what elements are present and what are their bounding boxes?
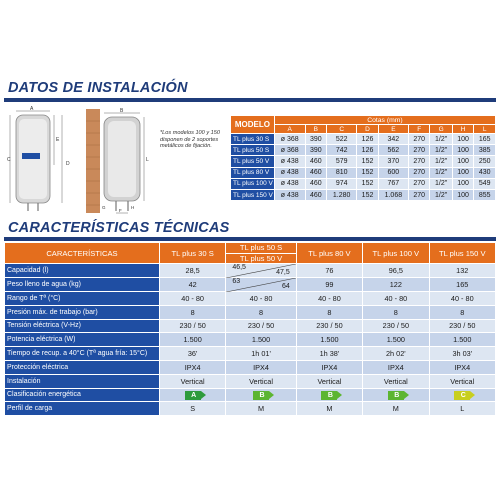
value-cell: 28,5	[159, 264, 225, 278]
install-value-cell: 430	[474, 167, 496, 178]
value-cell: 76	[296, 264, 362, 278]
value-cell: L	[429, 402, 495, 416]
install-col-header: A	[274, 125, 305, 134]
value-cell: M	[296, 402, 362, 416]
value-cell: IPX4	[159, 360, 225, 374]
value-cell: 40 - 80	[429, 292, 495, 306]
value-cell: 3h 03'	[429, 347, 495, 361]
value-cell: 36'	[159, 347, 225, 361]
install-value-cell: 460	[305, 156, 327, 167]
value-cell: 1.500	[363, 333, 429, 347]
value-cell: 230 / 50	[159, 319, 225, 333]
value-cell: 230 / 50	[296, 319, 362, 333]
tech-row-potencia	[5, 333, 496, 347]
tech-header-50s: TL plus 50 S	[239, 243, 283, 253]
install-row	[231, 145, 496, 156]
svg-text:G: G	[102, 205, 106, 210]
value-cell: Vertical	[363, 374, 429, 388]
install-value-cell: 767	[378, 178, 408, 189]
install-row	[231, 178, 496, 189]
row-label: Capacidad (l)	[5, 264, 160, 278]
value-cell: IPX4	[429, 360, 495, 374]
row-label: Perfil de carga	[5, 402, 160, 416]
tech-row-perfil	[5, 402, 496, 416]
install-col-header: F	[408, 125, 430, 134]
install-title: DATOS DE INSTALACIÓN	[8, 80, 188, 96]
install-value-cell: 270	[408, 189, 430, 200]
install-value-cell: 370	[378, 156, 408, 167]
value-cell	[363, 388, 429, 402]
energy-class-badge: C	[454, 391, 470, 400]
install-value-cell: 522	[327, 134, 357, 145]
tech-header-features: CARACTERÍSTICAS	[5, 243, 160, 264]
install-row	[231, 156, 496, 167]
value-cell	[226, 388, 296, 402]
svg-text:L: L	[146, 157, 149, 163]
tech-header-100v: TL plus 100 V	[363, 243, 429, 264]
value-cell: 40 - 80	[159, 292, 225, 306]
value-cell: Vertical	[296, 374, 362, 388]
tech-row-rango	[5, 292, 496, 306]
value-cell: Vertical	[159, 374, 225, 388]
value-cell: 2h 02'	[363, 347, 429, 361]
value-cell: 40 - 80	[363, 292, 429, 306]
install-value-cell: 1/2"	[430, 145, 452, 156]
row-label: Clasificación energética	[5, 388, 160, 402]
install-value-cell: 742	[327, 145, 357, 156]
install-value-cell: 126	[357, 134, 379, 145]
svg-text:F: F	[119, 208, 122, 213]
value-cell: 8	[296, 305, 362, 319]
tech-row-presion	[5, 305, 496, 319]
install-value-cell: 342	[378, 134, 408, 145]
value-cell: 1.500	[159, 333, 225, 347]
install-value-cell: ø 368	[274, 145, 305, 156]
install-value-cell: 1/2"	[430, 178, 452, 189]
value-cell	[296, 388, 362, 402]
install-value-cell: 100	[452, 156, 474, 167]
install-value-cell: 390	[305, 134, 327, 145]
tech-header-50v: TL plus 50 V	[226, 253, 295, 264]
energy-class-badge: A	[185, 391, 201, 400]
svg-text:E: E	[56, 137, 60, 143]
install-note: *Los modelos 100 y 150 disponen de 2 soportes metálicos de fijación.	[160, 130, 221, 150]
install-row	[231, 167, 496, 178]
value-cell: 1.500	[429, 333, 495, 347]
install-value-cell: 100	[452, 178, 474, 189]
value-cell: M	[226, 402, 296, 416]
value-cell: 1.500	[296, 333, 362, 347]
install-value-cell: 100	[452, 145, 474, 156]
install-value-cell: 270	[408, 145, 430, 156]
install-value-cell: 1.280	[327, 189, 357, 200]
tech-header-row	[5, 243, 496, 264]
install-value-cell: ø 438	[274, 189, 305, 200]
install-model-cell: TL plus 100 V	[231, 178, 275, 189]
value-cell: 230 / 50	[226, 319, 296, 333]
row-label: Protección eléctrica	[5, 360, 160, 374]
tech-header-30s: TL plus 30 S	[159, 243, 225, 264]
value-cell	[159, 388, 225, 402]
value-cell: 42	[159, 278, 225, 292]
row-label: Instalación	[5, 374, 160, 388]
tech-table	[4, 242, 496, 416]
value-cell: 40 - 80	[226, 292, 296, 306]
install-row	[231, 134, 496, 145]
install-value-cell: 549	[474, 178, 496, 189]
tech-row-capacidad	[5, 264, 496, 278]
install-cotas-header: Cotas (mm)	[274, 116, 495, 125]
install-model-cell: TL plus 150 V	[231, 189, 275, 200]
install-value-cell: 1.068	[378, 189, 408, 200]
install-value-cell: 974	[327, 178, 357, 189]
install-col-header: D	[357, 125, 379, 134]
value-cell-split	[226, 278, 296, 292]
install-value-cell: 562	[378, 145, 408, 156]
install-value-cell: ø 438	[274, 178, 305, 189]
install-value-cell: 460	[305, 167, 327, 178]
svg-text:D: D	[66, 161, 70, 167]
install-col-header: B	[305, 125, 327, 134]
svg-text:H: H	[131, 205, 135, 210]
install-value-cell: 165	[474, 134, 496, 145]
svg-text:B: B	[120, 108, 124, 114]
install-row	[231, 189, 496, 200]
value-cell: 122	[363, 278, 429, 292]
install-col-header: H	[452, 125, 474, 134]
row-label: Potencia eléctrica (W)	[5, 333, 160, 347]
value-cell: 8	[429, 305, 495, 319]
value-50s: 46,5	[232, 264, 246, 271]
tech-row-tension	[5, 319, 496, 333]
tech-row-proteccion	[5, 360, 496, 374]
value-50s: 63	[232, 278, 241, 285]
install-value-cell: 126	[357, 145, 379, 156]
install-value-cell: 1/2"	[430, 189, 452, 200]
value-cell: 8	[226, 305, 296, 319]
install-value-cell: 579	[327, 156, 357, 167]
value-50v: 47,5	[276, 269, 290, 276]
tech-row-instalacion	[5, 374, 496, 388]
install-value-cell: 855	[474, 189, 496, 200]
value-cell: 230 / 50	[429, 319, 495, 333]
svg-text:C: C	[7, 157, 11, 163]
row-label: Tiempo de recup. a 40°C (Tª agua fría: 15°C)	[5, 347, 160, 361]
tech-header-50	[226, 243, 296, 264]
install-title-bar	[4, 98, 496, 102]
install-value-cell: 270	[408, 156, 430, 167]
install-value-cell: 100	[452, 189, 474, 200]
install-model-cell: TL plus 50 V	[231, 156, 275, 167]
install-value-cell: 390	[305, 145, 327, 156]
tech-title: CARACTERÍSTICAS TÉCNICAS	[8, 220, 230, 236]
install-value-cell: ø 368	[274, 134, 305, 145]
tech-row-peso	[5, 278, 496, 292]
install-value-cell: 100	[452, 134, 474, 145]
value-cell: 8	[363, 305, 429, 319]
value-cell: M	[363, 402, 429, 416]
install-value-cell: 810	[327, 167, 357, 178]
install-value-cell: 385	[474, 145, 496, 156]
install-value-cell: 270	[408, 167, 430, 178]
energy-class-badge: B	[253, 391, 269, 400]
install-value-cell: 1/2"	[430, 134, 452, 145]
install-table-body	[231, 134, 496, 201]
install-value-cell: 152	[357, 156, 379, 167]
install-model-cell: TL plus 80 V	[231, 167, 275, 178]
value-cell: 99	[296, 278, 362, 292]
install-value-cell: 152	[357, 167, 379, 178]
install-col-header: L	[474, 125, 496, 134]
tech-header-150v: TL plus 150 V	[429, 243, 495, 264]
install-value-cell: ø 438	[274, 167, 305, 178]
install-model-header: MODELO	[231, 116, 275, 134]
value-cell: 1.500	[226, 333, 296, 347]
value-50v: 64	[281, 283, 290, 290]
row-label: Presión máx. de trabajo (bar)	[5, 305, 160, 319]
value-cell: Vertical	[429, 374, 495, 388]
energy-class-badge: B	[388, 391, 404, 400]
install-table	[230, 115, 496, 201]
value-cell: 40 - 80	[296, 292, 362, 306]
install-value-cell: 270	[408, 134, 430, 145]
install-col-header: E	[378, 125, 408, 134]
value-cell-split	[226, 264, 296, 278]
value-cell: 1h 01'	[226, 347, 296, 361]
install-value-cell: 152	[357, 178, 379, 189]
install-value-cell: 1/2"	[430, 167, 452, 178]
install-model-cell: TL plus 50 S	[231, 145, 275, 156]
installation-diagram	[6, 105, 156, 215]
value-cell: 1h 38'	[296, 347, 362, 361]
install-value-cell: 270	[408, 178, 430, 189]
install-col-header: G	[430, 125, 452, 134]
row-label: Tensión eléctrica (V-Hz)	[5, 319, 160, 333]
install-col-header: C	[327, 125, 357, 134]
value-cell: IPX4	[296, 360, 362, 374]
install-value-cell: ø 438	[274, 156, 305, 167]
value-cell: IPX4	[363, 360, 429, 374]
install-model-cell: TL plus 30 S	[231, 134, 275, 145]
value-cell: 230 / 50	[363, 319, 429, 333]
value-cell: 8	[159, 305, 225, 319]
row-label: Peso lleno de agua (kg)	[5, 278, 160, 292]
value-cell: 165	[429, 278, 495, 292]
install-value-cell: 250	[474, 156, 496, 167]
install-value-cell: 460	[305, 178, 327, 189]
tech-row-tiempo	[5, 347, 496, 361]
tech-header-80v: TL plus 80 V	[296, 243, 362, 264]
svg-text:A: A	[30, 106, 34, 112]
value-cell	[429, 388, 495, 402]
row-label: Rango de Tª (°C)	[5, 292, 160, 306]
install-value-cell: 1/2"	[430, 156, 452, 167]
tech-title-bar	[4, 237, 496, 241]
install-value-cell: 460	[305, 189, 327, 200]
value-cell: IPX4	[226, 360, 296, 374]
value-cell: Vertical	[226, 374, 296, 388]
tech-row-energia	[5, 388, 496, 402]
install-value-cell: 100	[452, 167, 474, 178]
install-value-cell: 152	[357, 189, 379, 200]
install-value-cell: 600	[378, 167, 408, 178]
value-cell: 132	[429, 264, 495, 278]
value-cell: S	[159, 402, 225, 416]
energy-class-badge: B	[321, 391, 337, 400]
value-cell: 96,5	[363, 264, 429, 278]
